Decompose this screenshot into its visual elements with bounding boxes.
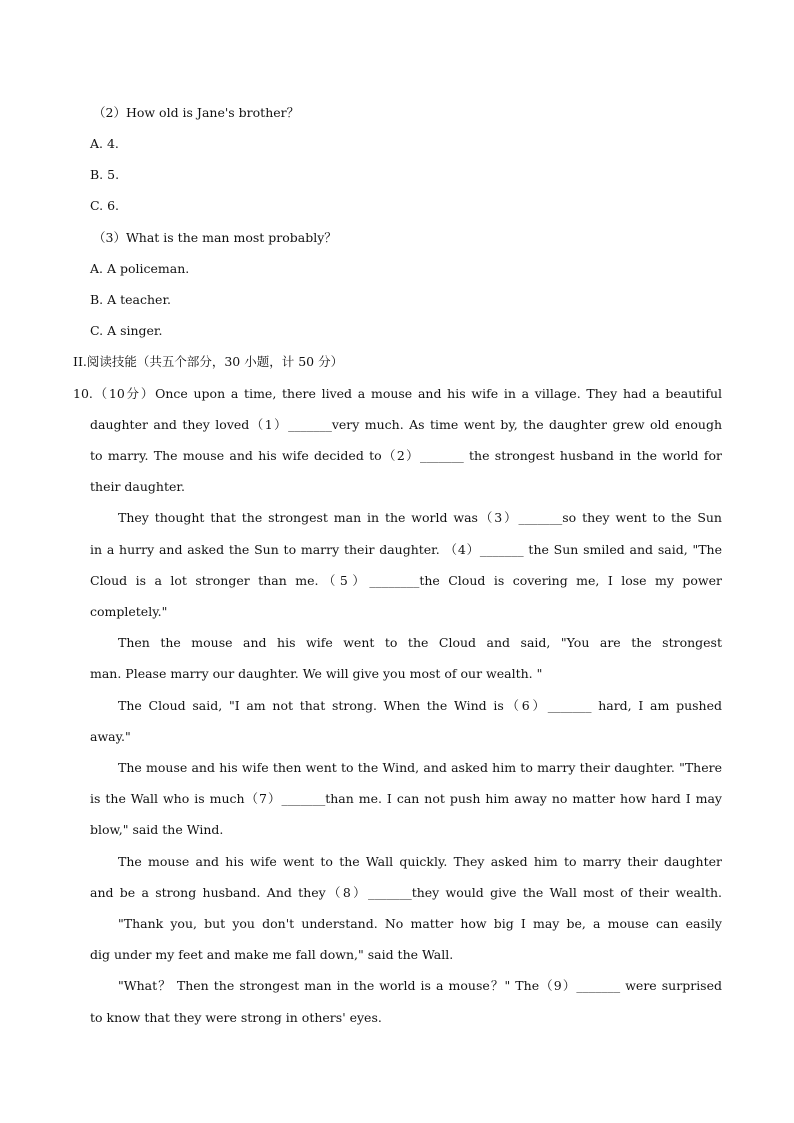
passage-line: The Cloud said, "I am not that strong. When the Wind is（6）_______ hard, I am pushed: [118, 698, 722, 713]
passage-line: is the Wall who is much（7）_______than me. I can not push him away no matter how hard I may: [90, 791, 722, 806]
passage-line: their daughter.: [90, 479, 185, 494]
passage-line: and be a strong husband. And they（8）_______they would give the Wall most of their wealth.: [90, 885, 722, 900]
passage-line: dig under my feet and make me fall down," said the Wall.: [90, 947, 454, 962]
section-heading: II.阅读技能（共五个部分，30 小题，计 50 分）: [73, 354, 344, 369]
question-2-stem: （2）How old is Jane's brother？: [93, 105, 300, 120]
passage-line: 10.（10分）Once upon a time, there lived a mouse and his wife in a village. They had a beautiful: [73, 386, 722, 401]
passage-line: The mouse and his wife went to the Wall quickly. They asked him to marry their daughter: [118, 854, 722, 869]
question-3-option-c: C. A singer.: [90, 323, 163, 338]
passage-line: to know that they were strong in others' eyes.: [90, 1010, 382, 1025]
passage-line: Cloud is a lot stronger than me.（5）________the Cloud is covering me, I lose my power: [90, 573, 722, 588]
passage-line: blow," said the Wind.: [90, 822, 224, 837]
passage-line: daughter and they loved（1）_______very much. As time went by, the daughter grew old enough: [90, 417, 722, 432]
question-2-option-c: C. 6.: [90, 198, 119, 213]
passage-line: to marry. The mouse and his wife decided to（2）_______ the strongest husband in the world for: [90, 448, 722, 463]
passage-line: "Thank you, but you don't understand. No matter how big I may be, a mouse can easily: [118, 916, 722, 931]
question-3-option-b: B. A teacher.: [90, 292, 172, 307]
question-2-option-a: A. 4.: [90, 136, 119, 151]
passage-line: in a hurry and asked the Sun to marry their daughter. （4）_______ the Sun smiled and said, "The: [90, 542, 722, 557]
passage-line: man. Please marry our daughter. We will give you most of our wealth. ": [90, 666, 543, 681]
passage-line: away.": [90, 729, 131, 744]
question-3-stem: （3）What is the man most probably？: [93, 230, 337, 245]
passage-line: They thought that the strongest man in the world was（3）_______so they went to the Sun: [118, 510, 722, 525]
passage-line: completely.": [90, 604, 168, 619]
question-2-option-b: B. 5.: [90, 167, 120, 182]
passage-line: Then the mouse and his wife went to the Cloud and said, "You are the strongest: [118, 635, 722, 650]
question-3-option-a: A. A policeman.: [90, 261, 190, 276]
passage-line: The mouse and his wife then went to the Wind, and asked him to marry their daughter. "There: [118, 760, 722, 775]
passage-line: "What？ Then the strongest man in the world is a mouse？" The（9）_______ were surprised: [118, 978, 722, 993]
